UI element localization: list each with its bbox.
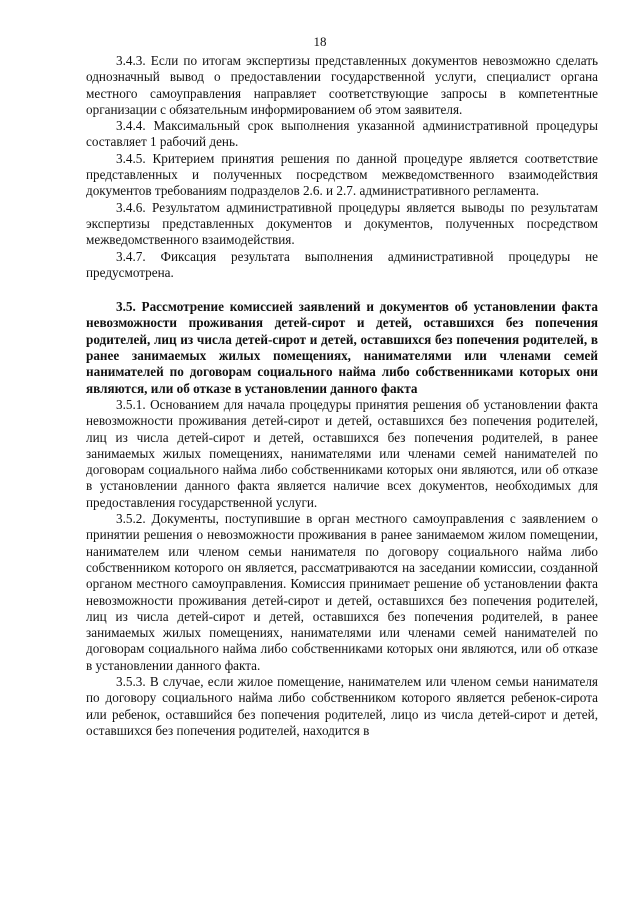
paragraph-3-4-6: 3.4.6. Результатом административной процедуры является выводы по результатам экспертизы представленных документов и документов, полученных посредством межведомственного взаимодействия. bbox=[86, 199, 598, 248]
paragraph-3-4-3: 3.4.3. Если по итогам экспертизы представленных документов невозможно сделать однозначный вывод о предоставлении государственной услуги, специалист органа местного самоуправления направляет соответствующие запросы в компетентные организации с обязательным информированием об этом заявителя. bbox=[86, 53, 598, 117]
section-heading-3-5: 3.5. Рассмотрение комиссией заявлений и документов об установлении факта невозможности проживания детей-сирот и детей, оставшихся без попечения родителей, лиц из числа детей-сирот и детей, оставшихся без попечения родителей, в ранее занимаемых жилых помещениях, нанимателями или членами семей нанимателей по договорам социального найма либо собственниками которых они являются, или об отказе в установлении данного факта bbox=[86, 299, 598, 396]
paragraph-3-5-1: 3.5.1. Основанием для начала процедуры принятия решения об установлении факта невозможности проживания детей-сирот и детей, оставшихся без попечения родителей, лиц из числа детей-сирот и детей, оставшихся без попечения родителей, в ранее занимаемых жилых помещениях, нанимателями или членами семей нанимателей по договорам социального найма либо собственниками которых они являются, или об отказе в установлении данного факта является наличие всех документов, необходимых для предоставления государственной услуги. bbox=[86, 396, 598, 510]
document-body bbox=[86, 53, 598, 739]
page-number: 18 bbox=[313, 34, 327, 49]
paragraph-3-5-3: 3.5.3. В случае, если жилое помещение, нанимателем или членом семьи нанимателя по договору социального найма либо собственником которого является ребенок-сирота или ребенок, оставшийся без попечения родителей, лицо из числа детей-сирот и детей, оставшихся без попечения родителей, находится в bbox=[86, 673, 598, 738]
paragraph-3-4-4: 3.4.4. Максимальный срок выполнения указанной административной процедуры составляет 1 рабочий день. bbox=[86, 118, 598, 150]
paragraph-3-4-7: 3.4.7. Фиксация результата выполнения административной процедуры не предусмотрена. bbox=[86, 248, 598, 280]
paragraph-3-5-2: 3.5.2. Документы, поступившие в орган местного самоуправления с заявлением о принятии решения о невозможности проживания в ранее занимаемом жилом помещении, нанимателем или членом семьи нанимателя по договору социального найма либо собственником которого он является, рассматриваются на заседании комиссии, созданной органом местного самоуправления. Комиссия принимает решение об установлении факта невозможности проживания детей-сирот и детей, оставшихся без попечения родителей, лиц из числа детей-сирот и детей, оставшихся без попечения родителей, в ранее занимаемых жилых помещениях, нанимателями или членами семей нанимателей по договорам социального найма либо собственниками которых они являются, или об отказе в установлении данного факта. bbox=[86, 511, 598, 673]
paragraph-3-4-5: 3.4.5. Критерием принятия решения по данной процедуре является соответствие представленных и полученных посредством межведомственного взаимодействия документов требованиям подразделов 2.6. и 2.7. административного регламента. bbox=[86, 150, 598, 199]
